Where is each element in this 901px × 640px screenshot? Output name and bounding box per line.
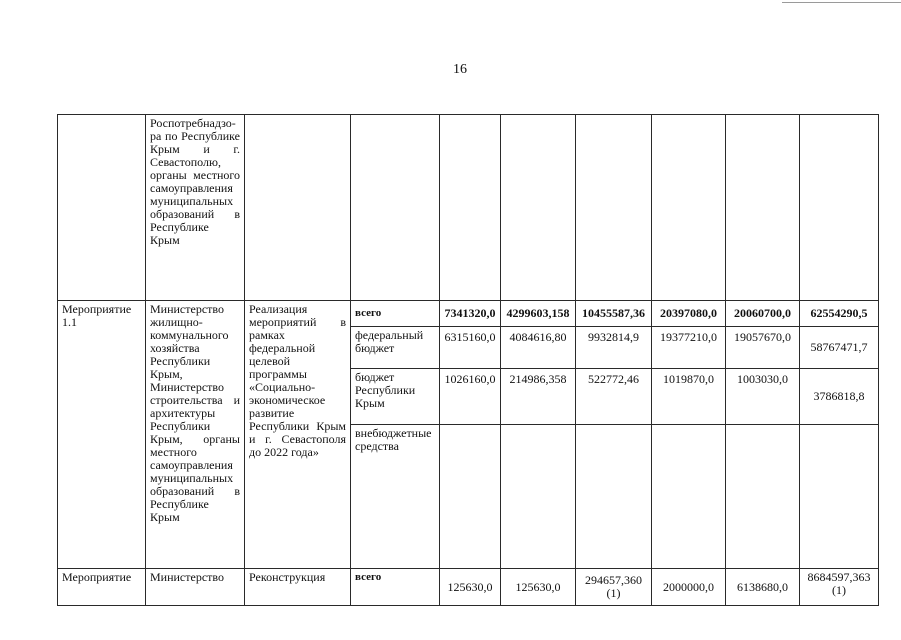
value-cell (652, 425, 726, 569)
value-cell: 1019870,0 (652, 369, 726, 425)
value-cell-empty (440, 115, 501, 301)
measure-name-cell: Мероприятие 1.1 (58, 301, 146, 569)
value-cell (800, 425, 879, 569)
description-cell: Реализация мероприятий в рамках федеральной целевой программы «Социально-экономическое развитие Республики Крым и г. Севастополя до 2022 года» (245, 301, 351, 569)
value-cell: 1003030,0 (726, 369, 800, 425)
value-cell: 20060700,0 (726, 301, 800, 327)
top-rule (782, 2, 901, 3)
source-cell: всего (351, 569, 440, 606)
value-cell-empty (576, 115, 652, 301)
value-cell: 2000000,0 (652, 569, 726, 606)
value-cell: 125630,0 (501, 569, 576, 606)
value-cell: 9932814,9 (576, 327, 652, 369)
source-cell: внебюджетные средства (351, 425, 440, 569)
value-cell: 20397080,0 (652, 301, 726, 327)
value-cell: 294657,360 (1) (576, 569, 652, 606)
value-cell: 6138680,0 (726, 569, 800, 606)
value-cell: 3786818,8 (800, 369, 879, 425)
value-cell: 4299603,158 (501, 301, 576, 327)
value-cell-empty (501, 115, 576, 301)
value-cell (726, 425, 800, 569)
table-row-continuation (58, 115, 879, 301)
source-cell: федеральный бюджет (351, 327, 440, 369)
table-row-measure-total (58, 301, 879, 327)
value-cell: 19057670,0 (726, 327, 800, 369)
value-cell: 522772,46 (576, 369, 652, 425)
table-row-next-measure (58, 569, 879, 606)
page-number: 16 (453, 62, 467, 77)
executor-cell: Министерство жилищно-коммунального хозяйства Республики Крым, Министерство строительства и архитектуры Республики Крым, органы местного самоуправления муниципальных образований в Республике Крым (146, 301, 245, 569)
value-cell: 62554290,5 (800, 301, 879, 327)
value-cell: 8684597,363 (1) (800, 569, 879, 606)
value-cell: 7341320,0 (440, 301, 501, 327)
value-cell: 125630,0 (440, 569, 501, 606)
measure-cell-empty (58, 115, 146, 301)
value-cell (576, 425, 652, 569)
value-cell: 4084616,80 (501, 327, 576, 369)
executor-cell: Министерство (146, 569, 245, 606)
value-cell-empty (652, 115, 726, 301)
source-cell: всего (351, 301, 440, 327)
value-cell: 214986,358 (501, 369, 576, 425)
measure-name-cell: Мероприятие (58, 569, 146, 606)
value-cell (440, 425, 501, 569)
value-cell (501, 425, 576, 569)
value-cell: 1026160,0 (440, 369, 501, 425)
description-cell: Реконструкция (245, 569, 351, 606)
value-cell: 6315160,0 (440, 327, 501, 369)
description-cell-empty (245, 115, 351, 301)
value-cell-empty (800, 115, 879, 301)
value-cell: 19377210,0 (652, 327, 726, 369)
executor-cell: Роспотребнадзо- ра по Республике Крым и г. Севастополю, органы местного самоуправления муниципальных образований в Республике Крым (146, 115, 245, 301)
source-cell: бюджет Республики Крым (351, 369, 440, 425)
value-cell: 10455587,36 (576, 301, 652, 327)
source-cell-empty (351, 115, 440, 301)
program-table (57, 114, 879, 606)
value-cell-empty (726, 115, 800, 301)
value-cell: 58767471,7 (800, 327, 879, 369)
